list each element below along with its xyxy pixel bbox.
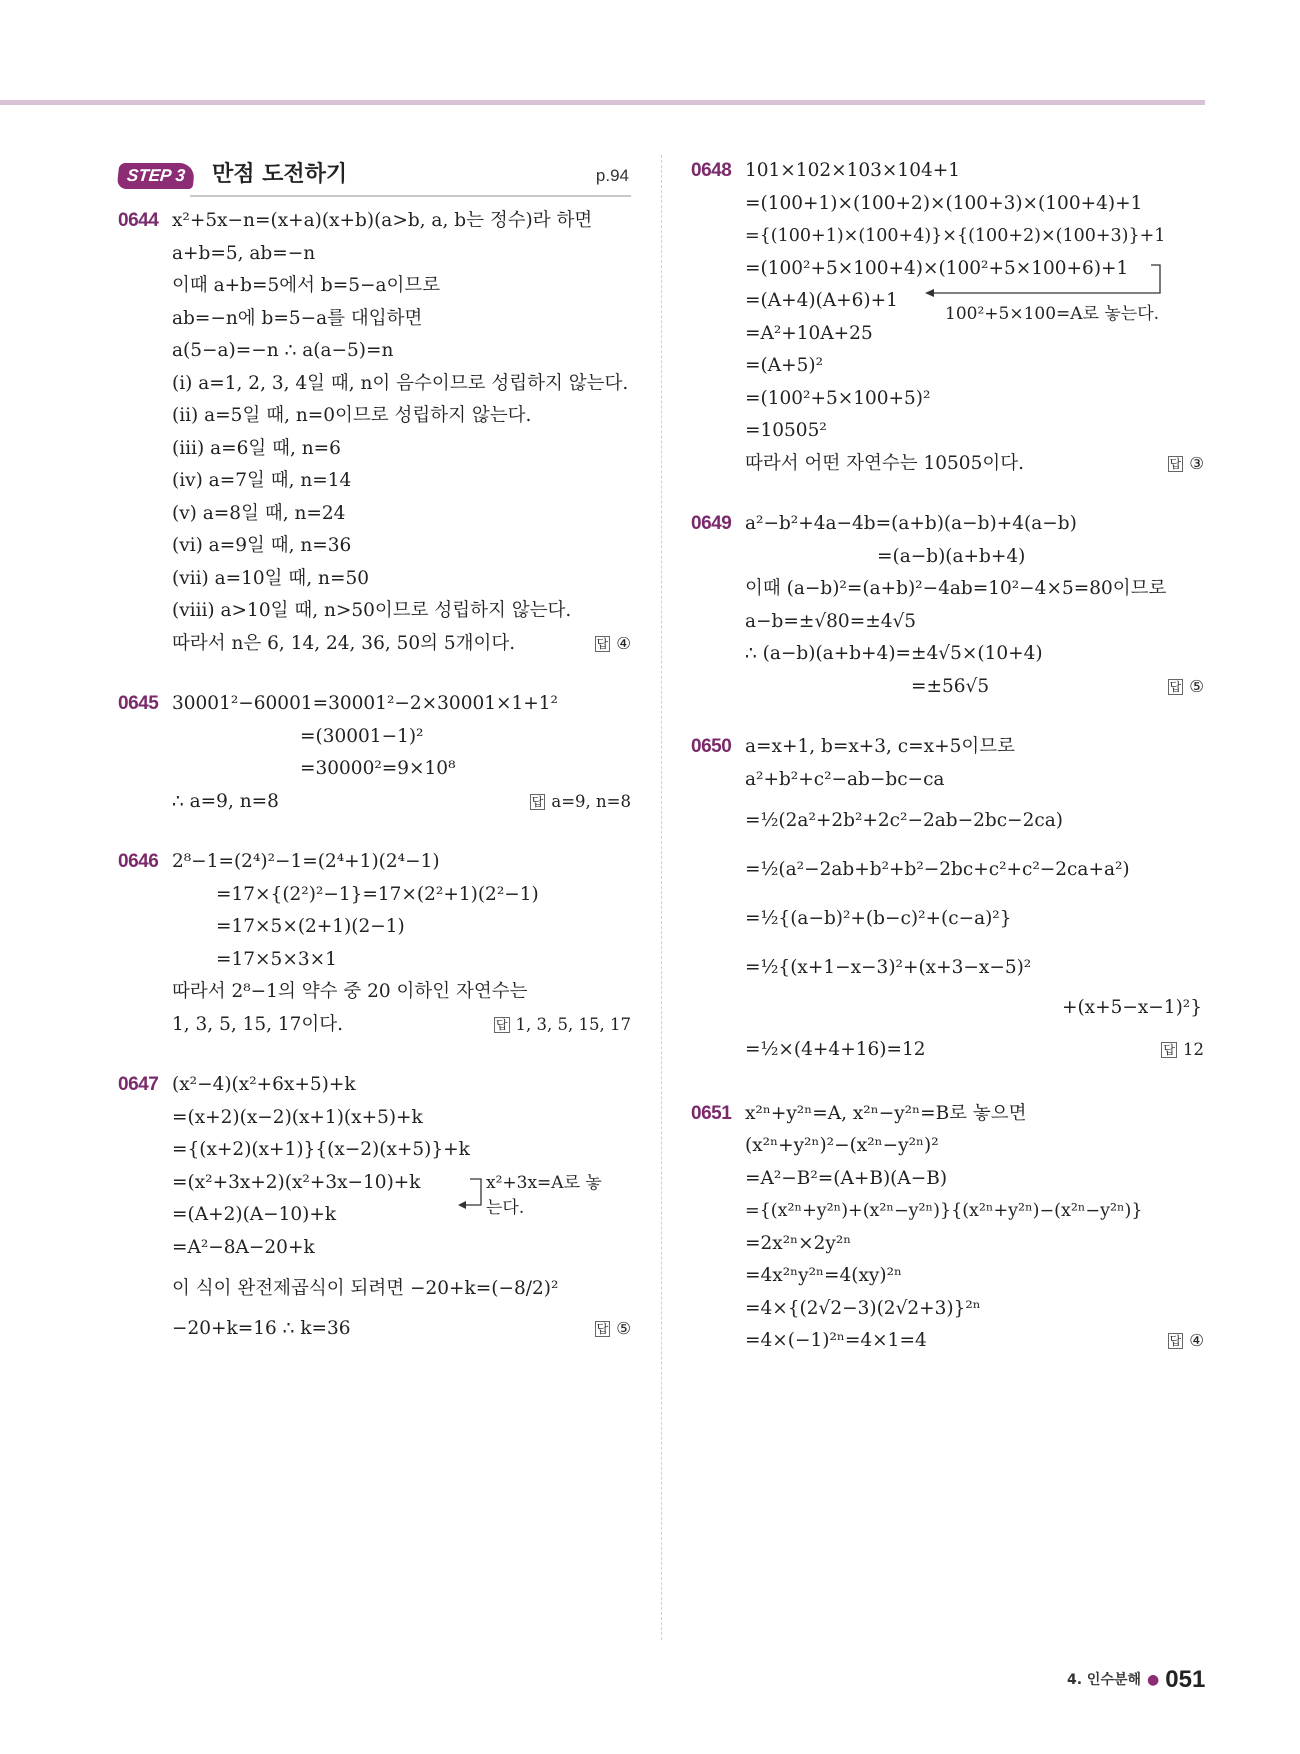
solution-line: a(5−a)=−n ∴ a(a−5)=n [172,340,394,361]
solution-line: =17×5×3×1 [216,948,337,970]
solution-line: =30000²=9×10⁸ [300,758,456,779]
solution-line: =4×(−1)²ⁿ=4×1=4 [745,1330,927,1351]
solution-line: =(100+1)×(100+2)×(100+3)×(100+4)+1 [745,192,1143,214]
solution-line: a−b=±√80=±4√5 [745,610,917,632]
column-divider [661,155,662,1640]
solution-line: =4x²ⁿy²ⁿ=4(xy)²ⁿ [745,1265,903,1286]
solution-line: 따라서 n은 6, 14, 24, 36, 50의 5개이다. [172,632,516,654]
problem-0645 [118,688,631,818]
solution-line: ={(x+2)(x+1)}{(x−2)(x+5)}+k [172,1139,470,1160]
answer-mark [1161,1025,1204,1074]
problem-number: 0647 [118,1074,159,1095]
solution-line: (x²−4)(x²+6x+5)+k [172,1074,356,1095]
solution-line: 이때 (a−b)²=(a+b)²−4ab=10²−4×5=80이므로 [745,578,1167,599]
footer-page-number: 051 [1165,1666,1206,1693]
solution-line: +(x+5−x−1)²} [1061,997,1202,1018]
footer-bullet-icon: ● [1147,1672,1160,1688]
problem-number: 0649 [691,513,732,534]
answer-mark [595,628,631,661]
solution-line: a²+b²+c²−ab−bc−ca [745,768,945,790]
solution-line: =½(a²−2ab+b²+b²−2bc+c²+c²−2ca+a²) [745,859,1130,880]
answer-mark [1168,671,1204,704]
solution-line: x²ⁿ+y²ⁿ=A, x²ⁿ−y²ⁿ=B로 놓으면 [745,1102,1027,1124]
answer-value: a=9, n=8 [551,791,631,811]
solution-line: 이 식이 완전제곱식이 되려면 −20+k=(−8/2)² [172,1278,559,1299]
answer-mark [1168,1325,1204,1358]
solution-line: ab=−n에 b=5−a를 대입하면 [172,307,423,329]
section-title: 만점 도전하기 [212,162,348,187]
solution-line: =(A+2)(A−10)+k [172,1204,337,1225]
solution-line: a+b=5, ab=−n [172,242,316,264]
solution-line: a=x+1, b=x+3, c=x+5이므로 [745,736,1015,757]
answer-mark [1168,448,1204,481]
problem-number: 0645 [118,693,159,714]
answer-label: 답 [1163,1042,1175,1057]
top-rule [0,100,1205,105]
problem-0650 [691,731,1204,1074]
solution-line: =A²+10A+25 [745,322,873,344]
answer-label: 답 [531,794,544,809]
case-line: (ⅲ) a=6일 때, n=6 [172,437,341,459]
case-line: (ⅰ) a=1, 2, 3, 4일 때, n이 음수이므로 성립하지 않는다. [172,372,629,394]
solution-line: =17×{(2²)²−1}=17×(2²+1)(2²−1) [216,883,539,905]
header-underline [190,195,631,197]
problem-0646 [118,846,631,1041]
solution-line: =A²−8A−20+k [172,1236,315,1258]
solution-line: ∴ a=9, n=8 [172,790,279,812]
case-line: (ⅵ) a=9일 때, n=36 [172,535,352,556]
solution-line: 따라서 2⁸−1의 약수 중 20 이하인 자연수는 [172,981,528,1002]
left-column [118,155,631,1346]
solution-line: =½×(4+4+16)=12 [745,1038,926,1060]
case-line: (ⅶ) a=10일 때, n=50 [172,567,370,589]
solution-line: 101×102×103×104+1 [745,160,961,181]
answer-label: 답 [596,1322,609,1336]
answer-value: ⑤ [1189,676,1204,696]
solution-line: x²+5x−n=(x+a)(x+b)(a>b, a, b는 정수)라 하면 [172,210,593,231]
page-footer [1067,1666,1205,1694]
solution-line: =17×5×(2+1)(2−1) [216,916,405,937]
solution-line: =(30001−1)² [300,725,424,747]
solution-line: =(x+2)(x−2)(x+1)(x+5)+k [172,1106,423,1128]
solution-line: =(A+4)(A+6)+1 [745,290,898,311]
solution-line: a²−b²+4a−4b=(a+b)(a−b)+4(a−b) [745,513,1077,534]
solution-line: =½{(x+1−x−3)²+(x+3−x−5)² [745,957,1032,978]
problem-number: 0648 [691,160,732,181]
solution-line: =(100²+5×100+4)×(100²+5×100+6)+1 [745,257,1129,279]
solution-line: 30001²−60001=30001²−2×30001×1+1² [172,693,558,714]
footer-section: 4. 인수분해 [1067,1672,1142,1688]
problem-0648 [691,155,1204,480]
solution-line: =2x²ⁿ×2y²ⁿ [745,1232,852,1254]
solution-line: =(100²+5×100+5)² [745,387,931,409]
solution-line: =(A+5)² [745,355,823,376]
substitution-arrow [118,1069,631,1269]
solution-line: 이때 a+b=5에서 b=5−a이므로 [172,275,441,296]
solution-line: =(x²+3x+2)(x²+3x−10)+k [172,1171,421,1193]
section-header [118,155,631,205]
answer-value: ④ [616,633,631,653]
solution-line: −20+k=16 ∴ k=36 [172,1318,351,1339]
solution-line: ∴ (a−b)(a+b+4)=±4√5×(10+4) [745,643,1043,664]
problem-number: 0650 [691,736,732,757]
solution-line: 1, 3, 5, 15, 17이다. [172,1013,344,1035]
step-badge: STEP 3 [117,163,196,189]
answer-label: 답 [495,1017,508,1032]
answer-value: ④ [1189,1331,1204,1350]
answer-mark [595,1313,631,1346]
problem-0649 [691,508,1204,703]
answer-value: 12 [1183,1039,1204,1059]
solution-line: =4×{(2√2−3)(2√2+3)}²ⁿ [745,1297,981,1319]
problem-0644 [118,205,631,660]
solution-line: =10505² [745,420,827,441]
solution-line: =±56√5 [911,675,990,697]
substitution-arrow [691,155,1204,355]
solution-line: 따라서 어떤 자연수는 10505이다. [745,452,1024,474]
solution-line: 2⁸−1=(2⁴)²−1=(2⁴+1)(2⁴−1) [172,851,440,872]
solution-line: =½(2a²+2b²+2c²−2ab−2bc−2ca) [745,810,1063,831]
solution-line: =(a−b)(a+b+4) [877,545,1026,567]
solution-line: (x²ⁿ+y²ⁿ)²−(x²ⁿ−y²ⁿ)² [745,1135,939,1156]
problem-number: 0651 [691,1102,732,1124]
answer-mark [530,786,631,819]
page-reference: p.94 [595,166,629,185]
substitution-note: x²+3x=A로 놓는다. [486,1173,602,1218]
solution-line: ={(100+1)×(100+4)}×{(100+2)×(100+3)}+1 [745,226,1166,246]
answer-mark [494,1009,631,1042]
answer-value: ⑤ [616,1319,631,1338]
case-line: (ⅱ) a=5일 때, n=0이므로 성립하지 않는다. [172,405,532,426]
answer-value: 1, 3, 5, 15, 17 [515,1014,631,1034]
solution-line: ={(x²ⁿ+y²ⁿ)+(x²ⁿ−y²ⁿ)}{(x²ⁿ+y²ⁿ)−(x²ⁿ−y²ⁿ)} [745,1201,1143,1221]
problem-number: 0646 [118,851,159,872]
problem-0651 [691,1098,1204,1358]
answer-value: ③ [1189,453,1204,473]
answer-label: 답 [596,636,609,651]
substitution-note: 100²+5×100=A로 놓는다. [945,304,1160,324]
answer-label: 답 [1169,456,1182,471]
case-line: (ⅷ) a>10일 때, n>50이므로 성립하지 않는다. [172,600,572,621]
problem-number: 0644 [118,210,159,231]
answer-label: 답 [1169,1334,1182,1348]
problem-0647 [118,1069,631,1346]
answer-label: 답 [1169,679,1182,694]
case-line: (ⅴ) a=8일 때, n=24 [172,502,346,524]
solution-line: =A²−B²=(A+B)(A−B) [745,1167,948,1189]
case-line: (ⅳ) a=7일 때, n=14 [172,470,352,491]
right-column [691,155,1204,1358]
solution-line: =½{(a−b)²+(b−c)²+(c−a)²} [745,908,1012,929]
